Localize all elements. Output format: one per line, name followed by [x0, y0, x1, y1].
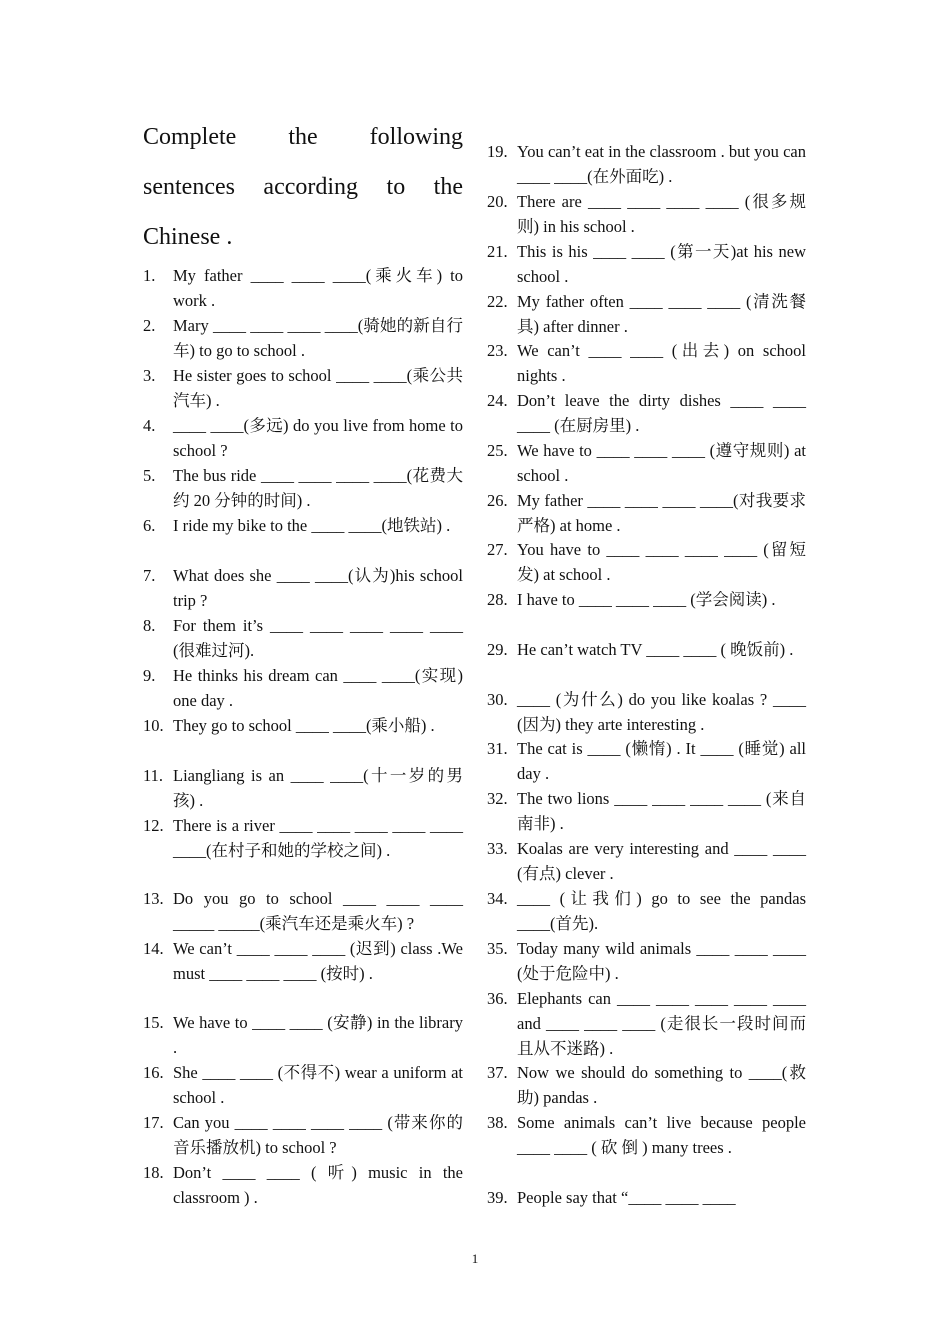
- list-item: [143, 413, 463, 463]
- list-item: [487, 736, 806, 786]
- list-item: [487, 1110, 806, 1160]
- item-text: You can’t eat in the classroom . but you can ____ ____(在外面吃) .: [517, 142, 806, 186]
- list-item: [143, 1110, 463, 1160]
- list-item: [487, 786, 806, 836]
- list-item: [143, 1060, 463, 1110]
- list-item: [143, 363, 463, 413]
- item-number: 23.: [487, 341, 508, 360]
- item-text: This is his ____ ____ (第一天)at his new school .: [517, 242, 806, 286]
- item-text: Elephants can ____ ____ ____ ____ ____ and ____ ____ ____ (走很长一段时间而且从不迷路) .: [517, 989, 806, 1058]
- item-number: 10.: [143, 716, 164, 735]
- list-item: [143, 763, 463, 813]
- list-item: [487, 537, 806, 587]
- item-text: He can’t watch TV ____ ____ ( 晚饭前) .: [517, 640, 794, 659]
- item-number: 35.: [487, 939, 508, 958]
- item-number: 24.: [487, 391, 508, 410]
- page-number: 1: [471, 1251, 479, 1266]
- list-item: [143, 663, 463, 713]
- item-number: 16.: [143, 1063, 164, 1082]
- item-text: For them it’s ____ ____ ____ ____ ____ (很难过河).: [173, 616, 463, 660]
- item-number: 20.: [487, 192, 508, 211]
- item-number: 38.: [487, 1113, 508, 1132]
- item-number: 9.: [143, 666, 156, 685]
- list-item: [487, 488, 806, 538]
- item-text: ____ (让我们) go to see the pandas ____(首先).: [517, 889, 806, 933]
- item-text: We have to ____ ____ (安静) in the library .: [173, 1013, 463, 1057]
- item-text: My father often ____ ____ ____ (清洗餐具) after dinner .: [517, 292, 806, 336]
- item-text: ____ (为什么) do you like koalas ? ____ (因为) they arte interesting .: [517, 690, 806, 734]
- item-text: There are ____ ____ ____ ____ (很多规则) in his school .: [517, 192, 806, 236]
- item-number: 15.: [143, 1013, 164, 1032]
- item-text: People say that “____ ____ ____: [517, 1188, 736, 1207]
- item-number: 18.: [143, 1163, 164, 1182]
- item-number: 36.: [487, 989, 508, 1008]
- item-text: I ride my bike to the ____ ____(地铁站) .: [173, 516, 451, 535]
- item-number: 28.: [487, 590, 508, 609]
- list-item: [487, 438, 806, 488]
- list-item: [143, 713, 463, 738]
- item-number: 19.: [487, 142, 508, 161]
- item-text: Koalas are very interesting and ____ ____ (有点) clever .: [517, 839, 806, 883]
- list-item: [487, 239, 806, 289]
- list-item: [143, 813, 463, 863]
- item-text: He sister goes to school ____ ____(乘公共汽车) .: [173, 366, 463, 410]
- list-item: [143, 563, 463, 613]
- page-title: Complete the following sentences according to the Chinese .: [143, 124, 463, 250]
- item-text: Can you ____ ____ ____ ____ (带来你的音乐播放机) to school ?: [173, 1113, 463, 1157]
- item-text: Do you go to school ____ ____ ____ _____ _____(乘汽车还是乘火车) ?: [173, 889, 463, 933]
- item-number: 3.: [143, 366, 156, 385]
- item-number: 14.: [143, 939, 164, 958]
- item-text: Don’t leave the dirty dishes ____ ____ ____ (在厨房里) .: [517, 391, 806, 435]
- list-item: [143, 886, 463, 936]
- item-text: Don’t ____ ____ ( 听) music in the classroom ) .: [173, 1163, 463, 1207]
- item-text: We can’t ____ ____ (出去) on school nights .: [517, 341, 806, 385]
- item-number: 7.: [143, 566, 156, 585]
- item-number: 1.: [143, 266, 156, 285]
- list-item: [487, 936, 806, 986]
- item-number: 39.: [487, 1188, 508, 1207]
- item-number: 30.: [487, 690, 508, 709]
- item-text: There is a river ____ ____ ____ ____ ____ ____(在村子和她的学校之间) .: [173, 816, 463, 860]
- list-item: [487, 1060, 806, 1110]
- item-number: 37.: [487, 1063, 508, 1082]
- item-text: We can’t ____ ____ ____ (迟到) class .We must ____ ____ ____ (按时) .: [173, 939, 463, 983]
- item-number: 21.: [487, 242, 508, 261]
- list-item: [487, 139, 806, 189]
- list-item: [487, 836, 806, 886]
- item-text: My father ____ ____ ____(乘火车) to work .: [173, 266, 463, 310]
- item-text: What does she ____ ____(认为)his school trip ?: [173, 566, 463, 610]
- item-number: 32.: [487, 789, 508, 808]
- item-number: 34.: [487, 889, 508, 908]
- list-item: [487, 637, 806, 662]
- list-item: [487, 687, 806, 737]
- list-item: [487, 388, 806, 438]
- list-item: [487, 338, 806, 388]
- list-item: [487, 886, 806, 936]
- item-number: 25.: [487, 441, 508, 460]
- item-number: 4.: [143, 416, 156, 435]
- item-text: My father ____ ____ ____ ____(对我要求严格) at home .: [517, 491, 806, 535]
- list-item: [143, 313, 463, 363]
- list-item: [143, 513, 463, 538]
- item-text: I have to ____ ____ ____ (学会阅读) .: [517, 590, 776, 609]
- item-text: Now we should do something to ____(救助) pandas .: [517, 1063, 806, 1107]
- item-text: ____ ____(多远) do you live from home to school ?: [173, 416, 463, 460]
- item-text: We have to ____ ____ ____ (遵守规则) at school .: [517, 441, 806, 485]
- item-number: 26.: [487, 491, 508, 510]
- item-number: 17.: [143, 1113, 164, 1132]
- list-item: [487, 986, 806, 1061]
- item-text: They go to school ____ ____(乘小船) .: [173, 716, 435, 735]
- item-text: The cat is ____ (懒惰) . It ____ (睡觉) all day .: [517, 739, 806, 783]
- list-item: [487, 189, 806, 239]
- item-number: 22.: [487, 292, 508, 311]
- item-text: He thinks his dream can ____ ____(实现) one day .: [173, 666, 463, 710]
- item-text: She ____ ____ (不得不) wear a uniform at school .: [173, 1063, 463, 1107]
- item-text: Liangliang is an ____ ____(十一岁的男孩) .: [173, 766, 463, 810]
- list-item: [143, 936, 463, 986]
- list-item: [487, 1185, 806, 1210]
- item-text: Today many wild animals ____ ____ ____ (处于危险中) .: [517, 939, 806, 983]
- item-number: 33.: [487, 839, 508, 858]
- item-text: The bus ride ____ ____ ____ ____(花费大约 20 分钟的时间) .: [173, 466, 463, 510]
- list-item: [487, 289, 806, 339]
- item-number: 8.: [143, 616, 156, 635]
- item-number: 6.: [143, 516, 156, 535]
- list-item: [143, 263, 463, 313]
- list-item: [143, 1160, 463, 1210]
- item-number: 11.: [143, 766, 164, 785]
- list-item: [143, 463, 463, 513]
- item-number: 13.: [143, 889, 164, 908]
- item-number: 5.: [143, 466, 156, 485]
- item-number: 2.: [143, 316, 156, 335]
- item-text: Mary ____ ____ ____ ____(骑她的新自行车) to go to school .: [173, 316, 463, 360]
- list-item: [143, 613, 463, 663]
- item-number: 31.: [487, 739, 508, 758]
- list-item: [143, 1010, 463, 1060]
- item-number: 29.: [487, 640, 508, 659]
- item-number: 27.: [487, 540, 508, 559]
- item-text: The two lions ____ ____ ____ ____ (来自南非) .: [517, 789, 806, 833]
- list-item: [487, 587, 806, 612]
- item-number: 12.: [143, 816, 164, 835]
- item-text: Some animals can’t live because people ____ ____ ( 砍 倒 ) many trees .: [517, 1113, 806, 1157]
- item-text: You have to ____ ____ ____ ____ (留短发) at school .: [517, 540, 806, 584]
